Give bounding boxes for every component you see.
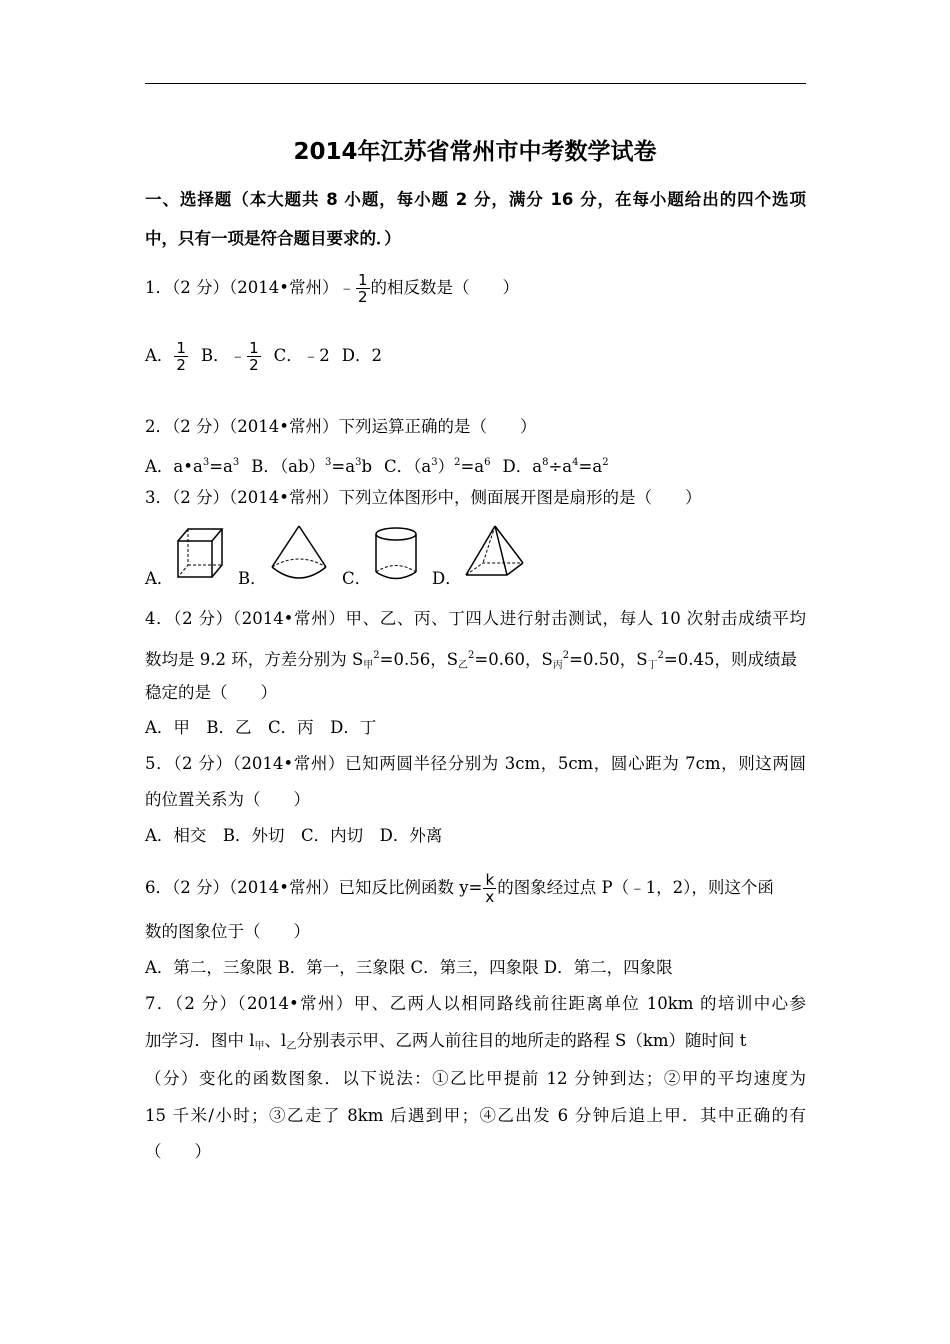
question-4-options: A．甲 B．乙 C．丙 D．丁 — [145, 718, 377, 737]
question-1-options: A． $\frac{1}{2}$ B．﹣ $\frac{1}{2}$ C．﹣2 D．2 — [145, 339, 383, 374]
question-5-options: A．相交 B．外切 C．内切 D．外离 — [145, 826, 443, 845]
question-7-line4: 15 千米/小时；③乙走了 8km 后遇到甲；④乙出发 6 分钟后追上甲．其中正确的有 — [145, 1106, 806, 1125]
option-b-label: B． — [238, 569, 267, 588]
question-7-line3: （分）变化的函数图象．以下说法：①乙比甲提前 12 分钟到达；②甲的平均速度为 — [145, 1069, 806, 1088]
question-3-stem: 3．（2 分）（2014•常州）下列立体图形中，侧面展开图是扇形的是（ ） — [145, 488, 702, 507]
option-c-label: C． — [342, 569, 372, 588]
cone-icon — [269, 523, 329, 583]
header-rule — [145, 83, 806, 84]
question-4-line2: 数均是 9.2 环，方差分别为 $S_甲^2=0.56$，$S_乙^2=0.60$，$S_丙^2=0.50$，$S_丁^2=0.45$，则成绩最 — [145, 650, 797, 671]
option-a-fraction: $\frac{1}{2}$ — [176, 339, 186, 374]
question-6-line2: 数的图象位于（ ） — [145, 922, 310, 941]
question-2-stem: 2．（2 分）（2014•常州）下列运算正确的是（ ） — [145, 417, 537, 436]
option-d-label: D． — [432, 569, 462, 588]
question-5-line2: 的位置关系为（ ） — [145, 790, 310, 809]
question-1-stem: 1．（2 分）（2014•常州）﹣ $\frac{1}{2}$ 的相反数是（ ） — [145, 271, 520, 306]
question-4-line3: 稳定的是（ ） — [145, 683, 277, 702]
cylinder-icon — [372, 525, 420, 583]
question-2-options: A．$a•a^3=a^3$ B．$(ab)^3=a^3b$ C．$(a^3)^2=a^6$ D．$a^8\div a^4=a^2$ — [145, 457, 609, 476]
section-heading-line2: 中，只有一项是符合题目要求的．） — [145, 229, 401, 248]
fraction: $\frac{k}{x}$ — [485, 871, 495, 906]
option-a-label: A． — [145, 569, 174, 588]
page-title: 2014年江苏省常州市中考数学试卷 — [293, 139, 657, 165]
question-5-line1: 5．（2 分）（2014•常州）已知两圆半径分别为 3cm，5cm，圆心距为 7cm，则这两圆 — [145, 754, 806, 773]
cube-icon — [175, 525, 227, 581]
question-7-line5: （ ） — [145, 1142, 211, 1161]
fraction: $\frac{1}{2}$ — [357, 271, 368, 306]
question-6-line1: 6．（2 分）（2014•常州）已知反比例函数 y= $\frac{k}{x}$ 的图象经过点 P（﹣1，2），则这个函 — [145, 871, 774, 906]
pyramid-icon — [463, 523, 527, 581]
question-6-options: A．第二，三象限 B．第一，三象限 C．第三，四象限 D．第二，四象限 — [145, 958, 673, 977]
question-7-line1: 7．（2 分）（2014•常州）甲、乙两人以相同路线前往距离单位 10km 的培训中心参 — [145, 994, 806, 1013]
question-7-line2: 加学习．图中 $l_甲$、$l_乙$分别表示甲、乙两人前往目的地所走的路程 S（km）随时间 t — [145, 1031, 747, 1052]
option-b-fraction: $\frac{1}{2}$ — [249, 339, 259, 374]
question-4-line1: 4．（2 分）（2014•常州）甲、乙、丙、丁四人进行射击测试，每人 10 次射击成绩平均 — [145, 609, 806, 628]
section-heading-line1: 一、选择题（本大题共 8 小题，每小题 2 分，满分 16 分，在每小题给出的四个选项 — [145, 190, 806, 209]
